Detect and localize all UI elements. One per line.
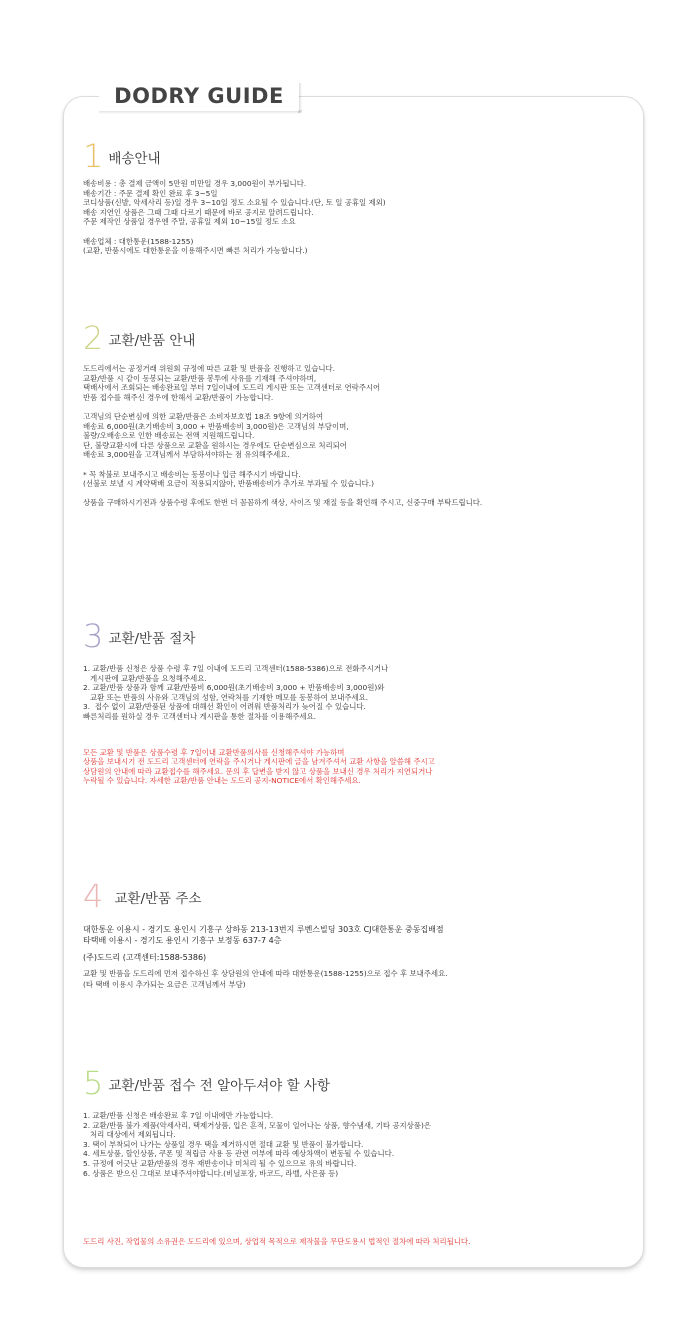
address-line: 타택배 이용시 - 경기도 용인시 기흥구 보정동 637-7 4층 <box>83 936 282 945</box>
text-line: 처리 대상에서 제외됩니다. <box>83 1130 176 1140</box>
text-line: 빠른처리를 원하실 경우 고객센터나 게시판을 통한 절차를 이용해주세요. <box>83 711 316 721</box>
section-title: 교환/반품 안내 <box>108 333 196 349</box>
text-line: (교환, 반품시에도 대한통운을 이용해주시면 빠른 처리가 가능합니다.) <box>83 246 308 256</box>
warning-line: 상담원의 안내에 따라 교환접수를 해주세요. 문의 후 답변을 받지 않고 상품을 보내신 경우 처리가 지연되거나 <box>83 766 433 776</box>
title-tab <box>99 81 299 111</box>
text-line: (선불로 보낼 시 계약택배 요금이 적용되지않아, 반품배송비가 추가로 부과될 수 있습니다.) <box>83 479 374 489</box>
procedure-steps <box>83 664 623 786</box>
warning-line: 모든 교환 및 반품은 상품수령 후 7일이내 교환반품의사를 신청해주셔야 가능하며 <box>83 747 345 757</box>
text-line: 주문 제작인 상품일 경우엔 주말, 공휴일 제외 10~15일 정도 소요 <box>83 217 296 227</box>
text-line: 반품 접수를 해주신 경우에 한해서 교환/반품이 가능합니다. <box>83 392 274 402</box>
shipping-info <box>83 179 623 256</box>
text-line: 단, 불량교환시에 다른 상품으로 교환을 원하시는 경우에도 단순변심으로 처리되어 <box>83 440 347 450</box>
text-line: 배송업체 : 대한통운(1588-1255) <box>83 236 194 246</box>
notice-list <box>83 1111 623 1178</box>
text-line: 1. 교환/반품 신청은 상품 수령 후 7일 이내에 도드리 고객센터(1588-5386)으로 전화주시거나 <box>83 664 389 673</box>
text-line: 3. 접수 없이 교환/반품된 상품에 대해선 확인이 어려워 반품처리가 늦어질 수 있습니다. <box>83 702 366 712</box>
section-title: 배송안내 <box>108 151 161 167</box>
text-line: 게시판에 교환/반품을 요청해주세요. <box>83 673 207 683</box>
section-heading <box>83 617 623 655</box>
text-line: 배송비용 : 총 결제 금액이 5만원 미만일 경우 3,000원이 부가됩니다. <box>83 179 307 188</box>
section-number: 5 <box>83 1064 104 1102</box>
text-line: 택배사에서 조회되는 배송완료일 부터 7일이내에 도드리 게시판 또는 고객센터로 연락주시어 <box>83 383 381 393</box>
text-line: 교환/반품 시 같이 동봉되는 교환/반품 봉투에 사유를 기재해 주셔야하며, <box>83 373 317 383</box>
text-line: 6. 상품은 받으신 그대로 보내주셔야합니다.(비닐포장, 바코드, 라벨, 사은품 등) <box>83 1168 339 1178</box>
page-title: DODRY GUIDE <box>114 84 284 108</box>
section-heading <box>83 319 623 357</box>
section-shipping <box>83 137 623 256</box>
address-info <box>83 924 623 990</box>
text-line: 2. 교환/반품 상품과 함께 교환/반품비 6,000원(초기배송비 3,000 + 반품배송비 3,000원)와 <box>83 683 385 693</box>
copyright-text: 도드리 사진, 작업물의 소유권은 도드리에 있으며, 상업적 목적으로 제작물을 무단도용시 법적인 절차에 따라 처리됩니다. <box>83 1237 471 1246</box>
text-line: 도드리에서는 공정거래 위원회 규정에 따른 교환 및 반품을 진행하고 있습니다. <box>83 364 335 373</box>
text-line: 교환 및 반품을 도드리에 먼저 접수하신 후 상담원의 안내에 따라 대한통운(1588-1255)으로 접수 후 보내주세요. <box>83 969 448 978</box>
section-number: 4 <box>83 877 104 915</box>
section-title: 교환/반품 접수 전 알아두셔야 할 사항 <box>108 1078 330 1094</box>
text-line: * 꼭 착불로 보내주시고 배송비는 동봉이나 입금 해주시기 바랍니다. <box>83 469 301 479</box>
copyright-notice <box>83 1237 623 1247</box>
section-number: 3 <box>83 617 104 655</box>
section-exchange-procedure <box>83 617 623 786</box>
text-line: 상품을 구매하시기전과 상품수령 후에도 한번 더 꼼꼼하게 색상, 사이즈 및 재질 등을 확인해 주시고, 신중구매 부탁드립니다. <box>83 498 483 508</box>
company-info: (주)도드리 (고객센터:1588-5386) <box>83 953 207 962</box>
text-line: 고객님의 단순변심에 의한 교환/반품은 소비자보호법 18조 9항에 의거하여 <box>83 411 324 421</box>
warning-line: 누락될 수 있습니다. 자세한 교환/반품 안내는 도드리 공지-NOTICE에서 확인해주세요. <box>83 776 361 786</box>
text-line: 배송기간 : 주문 결제 확인 완료 후 3~5일 <box>83 188 218 198</box>
section-exchange-info <box>83 319 623 508</box>
text-line: 2. 교환/반품 불가 제품(악세사리, 택제거상품, 입은 흔적, 모물이 일어나는 상품, 향수냄새, 기타 공지상품)은 <box>83 1120 431 1130</box>
text-line: 불량/오배송으로 인한 배송료는 전액 지원해드립니다. <box>83 431 255 441</box>
section-heading <box>83 877 623 915</box>
section-heading <box>83 1064 623 1102</box>
section-exchange-address <box>83 877 623 990</box>
text-line: 5. 규정에 어긋난 교환/반품의 경우 재반송이나 미처리 될 수 있으므로 유의 바랍니다. <box>83 1158 357 1168</box>
section-number: 1 <box>83 137 104 175</box>
exchange-info <box>83 364 623 508</box>
text-line: 배송료 3,000원을 고객님께서 부담하셔야하는 점 유의해주세요. <box>83 450 290 460</box>
section-heading <box>83 137 623 175</box>
warning-line: 상품을 보내시기 전 도드리 고객센터에 연락을 주시거나 게시판에 글을 남겨주셔서 교환 사항을 알씀해 주시고 <box>83 757 435 767</box>
text-line: 교환 또는 반품의 사유와 고객님의 성함, 연락처를 기재한 메모를 동봉하여 보내주세요. <box>83 692 369 702</box>
text-line: (타 택배 이용시 추가되는 요금은 고객님께서 부담) <box>83 979 246 989</box>
text-line: 코디상품(신발, 악세사리 등)일 경우 3~10일 정도 소요될 수 있습니다.(단, 토 일 공휴일 제외) <box>83 198 386 208</box>
section-number: 2 <box>83 319 104 357</box>
address-line: 대한통운 이용시 - 경기도 용인시 기흥구 상하동 213-13번지 루벤스빌딩 303호 CJ대한통운 중동집배점 <box>83 925 444 934</box>
text-line: 배송 지연인 상품은 그때 그때 다르기 때문에 바로 공지로 알려드립니다. <box>83 207 314 217</box>
text-line: 1. 교환/반품 신청은 배송완료 후 7일 이내에만 가능합니다. <box>83 1111 274 1120</box>
section-title: 교환/반품 주소 <box>114 891 202 907</box>
text-line: 3. 택이 부착되어 나가는 상품일 경우 택을 제거하시면 절대 교환 및 반품이 불가합니다. <box>83 1139 364 1149</box>
section-title: 교환/반품 절차 <box>108 631 196 647</box>
section-before-exchange <box>83 1064 623 1178</box>
text-line: 배송료 6,000원(초기배송비 3,000 + 반품배송비 3,000원)은 고객님의 부담이며, <box>83 421 349 431</box>
text-line: 4. 세트상품, 할인상품, 쿠폰 및 적립금 사용 등 관련 여부에 따라 예상차액이 변동될 수 있습니다. <box>83 1149 395 1159</box>
